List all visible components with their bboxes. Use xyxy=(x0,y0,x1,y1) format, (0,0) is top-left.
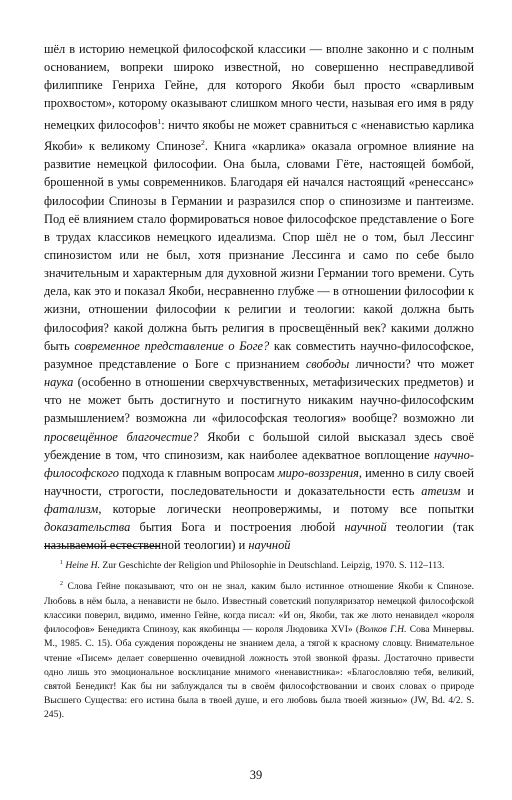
footnote-ref[interactable]: 2 xyxy=(60,581,63,588)
text-run: теологии (так называемой естественной теологии) и xyxy=(44,520,474,553)
text-run: как совместить научно-философское, разумное представление о Боге с признанием xyxy=(44,338,474,371)
text-run: подхода к главным вопросам xyxy=(118,465,278,480)
text-run: шёл в историю немецкой философской классики — вполне законно и с полным основанием, вопреки широко известной, но совершенно несправедливой филиппике Генриха Гейне, для которого Якоби был просто «сварливым прохвостом», которому оказывают слишком много чести, называя его имя в ряду немецких философов xyxy=(44,42,474,132)
text-run: : ничто якобы не может сравниться с «ненавистью карлика Якоби» к великому Спинозе xyxy=(44,117,474,154)
main-paragraph xyxy=(44,40,474,555)
footnote-2 xyxy=(44,577,474,722)
footnote-1 xyxy=(44,556,474,573)
text-run: Zur Geschichte der Religion und Philosophie in Deutschland. Leipzig, 1970. S. 112–113. xyxy=(100,560,445,572)
italic-run: атеизм xyxy=(421,484,461,498)
text-run: Сова Минервы. М., 1985. С. 15). Оба суждения порождены не знанием дела, а тягой к красному словцу. Внимательное чтение «Писем» делает совершенно очевидной ложность этой звонкой фразы. Достаточно привести одно лишь это эмоциональное восклицание мнимого «ненавистника»: «Благословляю тебя, великий, святой Бенедикт! Как бы ни заблуждался ты в своём философствовании и своих словах о природе Высшего Существа: его истина была в твоей душе, и его любовь была твоей жизнью» (JW, Bd. 4/2. S. 245). xyxy=(44,624,474,721)
italic-run: доказательства xyxy=(44,520,131,535)
text-run: (особенно в отношении сверхчувственных, метафизических предметов) и что не может быть достигнуто и постигнуто никаким научно-философским размышлением? возможна ли «философская теология» вообще? возможно ли xyxy=(44,375,474,426)
italic-run: современное представление о Боге? xyxy=(74,338,270,353)
italic-run: наука xyxy=(44,375,74,390)
italic-run: научной xyxy=(344,520,387,535)
italic-run: свободы xyxy=(305,356,350,371)
text-run: Слова Гейне показывают, что он не знал, каким было истинное отношение Якоби к Спинозе. Любовь в нём была, а ненависти не было. Известный советский популяризатор немецкой философской классики поверил, видимо, именно Гейне, когда писал: «И он, Якоби, так же люто ненавидел «короля философов» Бенедикта Спинозу, как якобинцы — короля Людовика XVI» ( xyxy=(44,581,474,636)
footnote-ref[interactable]: 1 xyxy=(60,560,63,566)
text-run: бытия Бога и построения любой xyxy=(130,520,345,535)
footnote-separator xyxy=(44,546,160,547)
text-run: и xyxy=(460,484,474,498)
italic-run: миро-воззрения xyxy=(277,465,359,480)
page-number: 39 xyxy=(249,768,263,782)
text-run: , которые логически неопровержимы, и потому все попытки xyxy=(98,502,474,517)
italic-run: научной xyxy=(248,538,291,553)
footnotes xyxy=(44,556,474,723)
text-run: Якоби с большой силой высказал здесь своё убеждение в том, что спинозизм, как наиболее адекватное воплощение xyxy=(44,429,474,462)
main-text xyxy=(44,40,474,555)
italic-run: просвещённое благочестие? xyxy=(44,429,199,444)
footnote-ref[interactable]: 2 xyxy=(200,137,205,147)
footnote-ref[interactable]: 1 xyxy=(157,116,162,126)
italic-run: научно-философского xyxy=(44,447,474,480)
italic-run: Волков Г.Н. xyxy=(359,624,407,636)
text-run: , именно в силу своей научности, строгости, последовательности и доказательности есть xyxy=(44,465,474,498)
text-run: личности? что может xyxy=(349,356,474,371)
italic-run: Heine H. xyxy=(65,560,101,572)
text-run: . Книга «карлика» оказала огромное влияние на развитие немецкой философии. Она была, словами Гёте, настоящей бомбой, брошенной в умы современников. Благодаря ей начался настоящий «ренессанс» философии Спинозы в Германии и разразился спор о спинозизме и пантеизме. Под её влиянием стало формироваться новое философское представление о Боге в трудах классиков немецкого идеализма. Спор шёл не о том, был Лессинг спинозистом или не был, хотя признание Лессинга и само по себе было значительным и характерным для духовной жизни Германии того времени. Суть дела, как это и показал Якоби, несравненно глубже — в отношении философии к жизни, отношении философии к религии и теологии: какой должна быть философия? какой должна быть религия в просвещённый век? какими должно быть xyxy=(44,139,474,353)
italic-run: фатализм xyxy=(44,502,99,517)
